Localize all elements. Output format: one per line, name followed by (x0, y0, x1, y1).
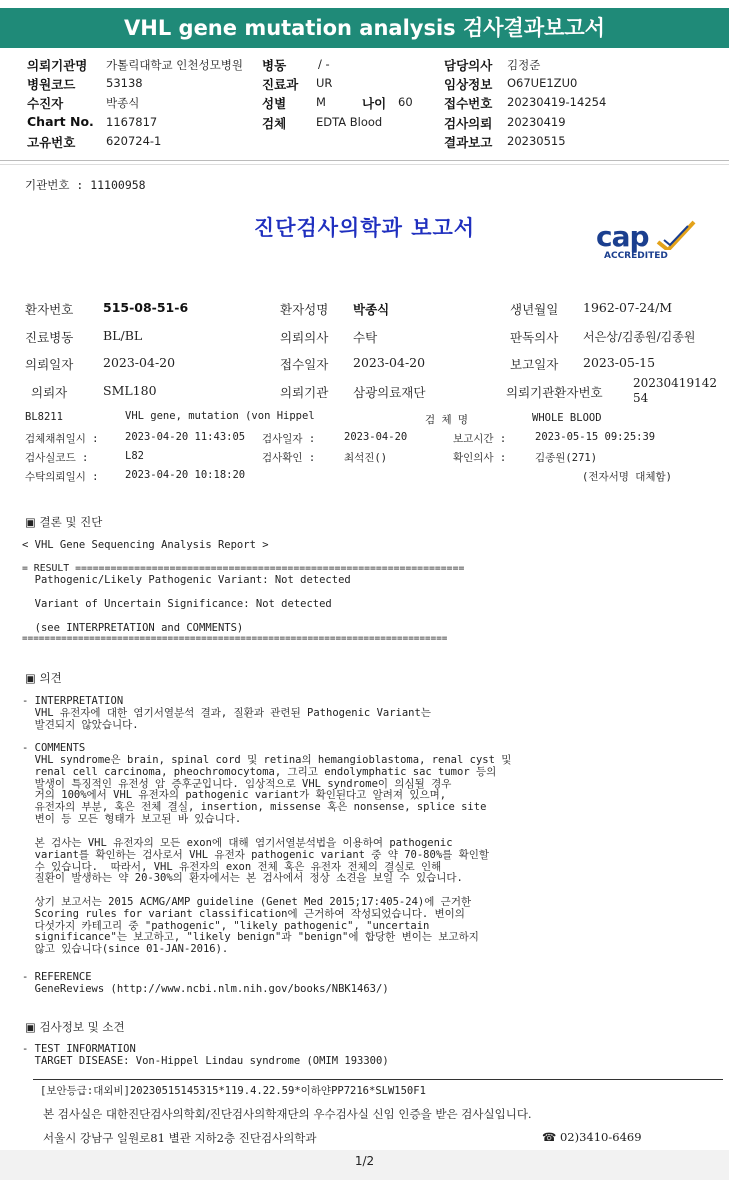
exam-date-value: 2023-04-20 (344, 431, 408, 443)
test-name: VHL gene, mutation (von Hippel (125, 410, 315, 422)
result-vus: Variant of Uncertain Significance: Not detected (22, 598, 332, 610)
patient-label: 의뢰자 (31, 385, 68, 400)
interpretation-heading: - INTERPRETATION (22, 695, 124, 707)
result-pathogenic: Pathogenic/Likely Pathogenic Variant: Not detected (22, 574, 351, 586)
patient-value: 2023-05-15 (583, 355, 656, 370)
specimen-label: 검 체 명 (425, 414, 469, 426)
patient-label: 판독의사 (510, 330, 559, 345)
reference-link: GeneReviews (http://www.ncbi.nlm.nih.gov/books/NBK1463/) (22, 983, 389, 995)
result-see-note: (see INTERPRETATION and COMMENTS) (22, 622, 244, 634)
specimen-value: WHOLE BLOOD (532, 412, 602, 424)
result-footer-line: ============================================================================ (22, 633, 448, 644)
security-stamp: [보안등급:대외비]20230515145315*119.4.22.59*이하얀PP7216*SLW150F1 (40, 1085, 426, 1097)
header-label: 진료과 (262, 77, 299, 92)
header-label: 의뢰기관명 (27, 58, 88, 73)
header-value: 60 (398, 95, 413, 109)
patient-label: 의뢰기관 (280, 385, 329, 400)
header-value: / - (318, 57, 330, 71)
header-divider (0, 160, 729, 161)
institution-number: 기관번호 : 11100958 (25, 178, 146, 192)
patient-label: 의뢰일자 (25, 357, 74, 372)
patient-label: 접수일자 (280, 357, 329, 372)
doctor-value: 김종원(271) (535, 452, 598, 464)
patient-label: 의뢰의사 (280, 330, 329, 345)
header-label: 검사의뢰 (444, 116, 493, 131)
request-label: 수탁의뢰일시 : (25, 471, 99, 483)
header-value: EDTA Blood (316, 115, 383, 129)
patient-value: 2023-04-20 (353, 355, 426, 370)
patient-value: 2023-04-20 (103, 355, 176, 370)
patient-value: 삼광의료재단 (353, 385, 426, 400)
interpretation-text: VHL 유전자에 대한 염기서열분석 결과, 질환과 관련된 Pathogenic Variant는 발견되지 않았습니다. (34, 707, 431, 731)
header-value: 김정준 (507, 58, 541, 72)
patient-value: 515-08-51-6 (103, 300, 189, 315)
patient-value: 서은상/김종원/김종원 (583, 330, 696, 344)
patient-label: 환자성명 (280, 302, 329, 317)
confirm-label: 검사확인 : (262, 452, 316, 464)
patient-value: SML180 (103, 383, 157, 398)
header-value: 1167817 (106, 115, 158, 129)
patient-label: 진료병동 (25, 330, 74, 345)
test-information-heading: - TEST INFORMATION (22, 1043, 136, 1055)
header-label: 검체 (262, 116, 287, 131)
header-label: 병원코드 (27, 77, 76, 92)
report-subtitle: < VHL Gene Sequencing Analysis Report > (22, 539, 269, 551)
header-label: Chart No. (27, 114, 94, 129)
header-value: 가톨릭대학교 인천성모병원 (106, 58, 243, 72)
header-value: 20230419 (507, 115, 566, 129)
report-time-label: 보고시간 : (453, 433, 507, 445)
request-value: 2023-04-20 10:18:20 (125, 469, 246, 481)
result-header-line: = RESULT ================================================================== (22, 563, 465, 574)
reference-heading: - REFERENCE (22, 971, 92, 983)
comments-heading: - COMMENTS (22, 742, 86, 754)
header-value: 20230515 (507, 134, 566, 148)
header-label: 나이 (362, 96, 387, 111)
room-value: L82 (125, 450, 144, 462)
cap-logo-text: cap (596, 220, 649, 253)
section-conclusion-title: ▣ 결론 및 진단 (25, 515, 103, 529)
footer-divider (33, 1079, 723, 1080)
cap-checkmark-icon (654, 220, 698, 250)
header-label: 결과보고 (444, 135, 493, 150)
header-label: 병동 (262, 58, 287, 73)
report-banner-title: VHL gene mutation analysis 검사결과보고서 (0, 8, 729, 48)
header-divider (0, 164, 729, 165)
header-value: 20230419-14254 (507, 95, 607, 109)
comments-paragraph: VHL syndrome은 brain, spinal cord 및 retina의 hemangioblastoma, renal cyst 및 renal cell carcinoma, pheochromocytoma, 그리고 endolymphatic sac tumor 등의 발생이 특징적인 유전성 암 증후군입니다. 임상적으로 VHL syndrome이 의심될 경우 거의 100%에서 VHL 유전자의 pathogenic variant가 확인된다고 알려져 있으며, 유전자의 부분, 혹은 전체 결실, insertion, missense 혹은 nonsense, splice site 변이 등 모든 형태가 보고된 바 있습니다. (34, 754, 512, 825)
patient-label: 보고일자 (510, 357, 559, 372)
header-value: 53138 (106, 76, 143, 90)
header-value: O67UE1ZU0 (507, 76, 578, 90)
lab-address: 서울시 강남구 일원로81 별관 지하2층 진단검사의학과 (43, 1131, 317, 1145)
comments-paragraph: 본 검사는 VHL 유전자의 모든 exon에 대해 염기서열분석법을 이용하여 pathogenic variant를 확인하는 검사로서 VHL 유전자 pathogenic variant 중 약 70-80%를 확인할 수 있습니다. 따라서, VHL 유전자의 exon 전체 혹은 유전자 전체의 결실로 인해 질환이 발생하는 약 20-30%의 환자에서는 본 검사에서 정상 소견을 보일 수 있습니다. (34, 837, 490, 885)
patient-value: BL/BL (103, 328, 143, 343)
target-disease: TARGET DISEASE: Von-Hippel Lindau syndrome (OMIM 193300) (22, 1055, 389, 1067)
header-value: 620724-1 (106, 134, 162, 148)
header-label: 임상정보 (444, 77, 493, 92)
section-opinion-title: ▣ 의견 (25, 671, 62, 685)
report-title: 진단검사의학과 보고서 (253, 216, 476, 240)
comments-paragraph: 상기 보고서는 2015 ACMG/AMP guideline (Genet Med 2015;17:405-24)에 근거한 Scoring rules for variant classification에 근거하여 작성되었습니다. 변이의 다섯가지 카테고리 중 "pathogenic", "likely pathogenic", "uncertain significance"는 보고하고, "likely benign"과 "benign"에 합당한 변이는 보고하지 않고 있습니다(since 01-JAN-2016). (34, 896, 479, 956)
header-value: UR (316, 76, 333, 90)
collect-label: 검체채취일시 : (25, 433, 99, 445)
report-time-value: 2023-05-15 09:25:39 (535, 431, 656, 443)
lab-phone: ☎ 02)3410-6469 (542, 1130, 642, 1144)
header-label: 고유번호 (27, 135, 76, 150)
patient-value: 2023041914254 (633, 376, 717, 405)
patient-value: 박종식 (353, 302, 390, 317)
section-testinfo-title: ▣ 검사정보 및 소견 (25, 1020, 125, 1034)
page-number: 1/2 (0, 1150, 729, 1180)
confirm-value: 최석진() (344, 452, 388, 464)
test-code: BL8211 (25, 411, 63, 423)
header-value: M (316, 95, 326, 109)
collect-value: 2023-04-20 11:43:05 (125, 431, 246, 443)
patient-value: 수탁 (353, 330, 378, 345)
patient-label: 의뢰기관환자번호 (506, 385, 603, 400)
exam-date-label: 검사일자 : (262, 433, 316, 445)
room-label: 검사실코드 : (25, 452, 89, 464)
patient-label: 환자번호 (25, 302, 74, 317)
esign-note: (전자서명 대체함) (582, 471, 672, 483)
header-label: 접수번호 (444, 96, 493, 111)
header-label: 담당의사 (444, 58, 493, 73)
doctor-label: 확인의사 : (453, 452, 507, 464)
lab-certification: 본 검사실은 대한진단검사의학회/진단검사의학재단의 우수검사실 신임 인증을 받은 검사실입니다. (43, 1107, 532, 1121)
header-label: 성별 (262, 96, 287, 111)
header-value: 박종식 (106, 96, 140, 110)
header-label: 수진자 (27, 96, 64, 111)
patient-value: 1962-07-24/M (583, 300, 673, 315)
patient-label: 생년월일 (510, 302, 559, 317)
cap-accredited-logo (596, 220, 702, 268)
cap-accredited-text: ACCREDITED (604, 251, 668, 261)
